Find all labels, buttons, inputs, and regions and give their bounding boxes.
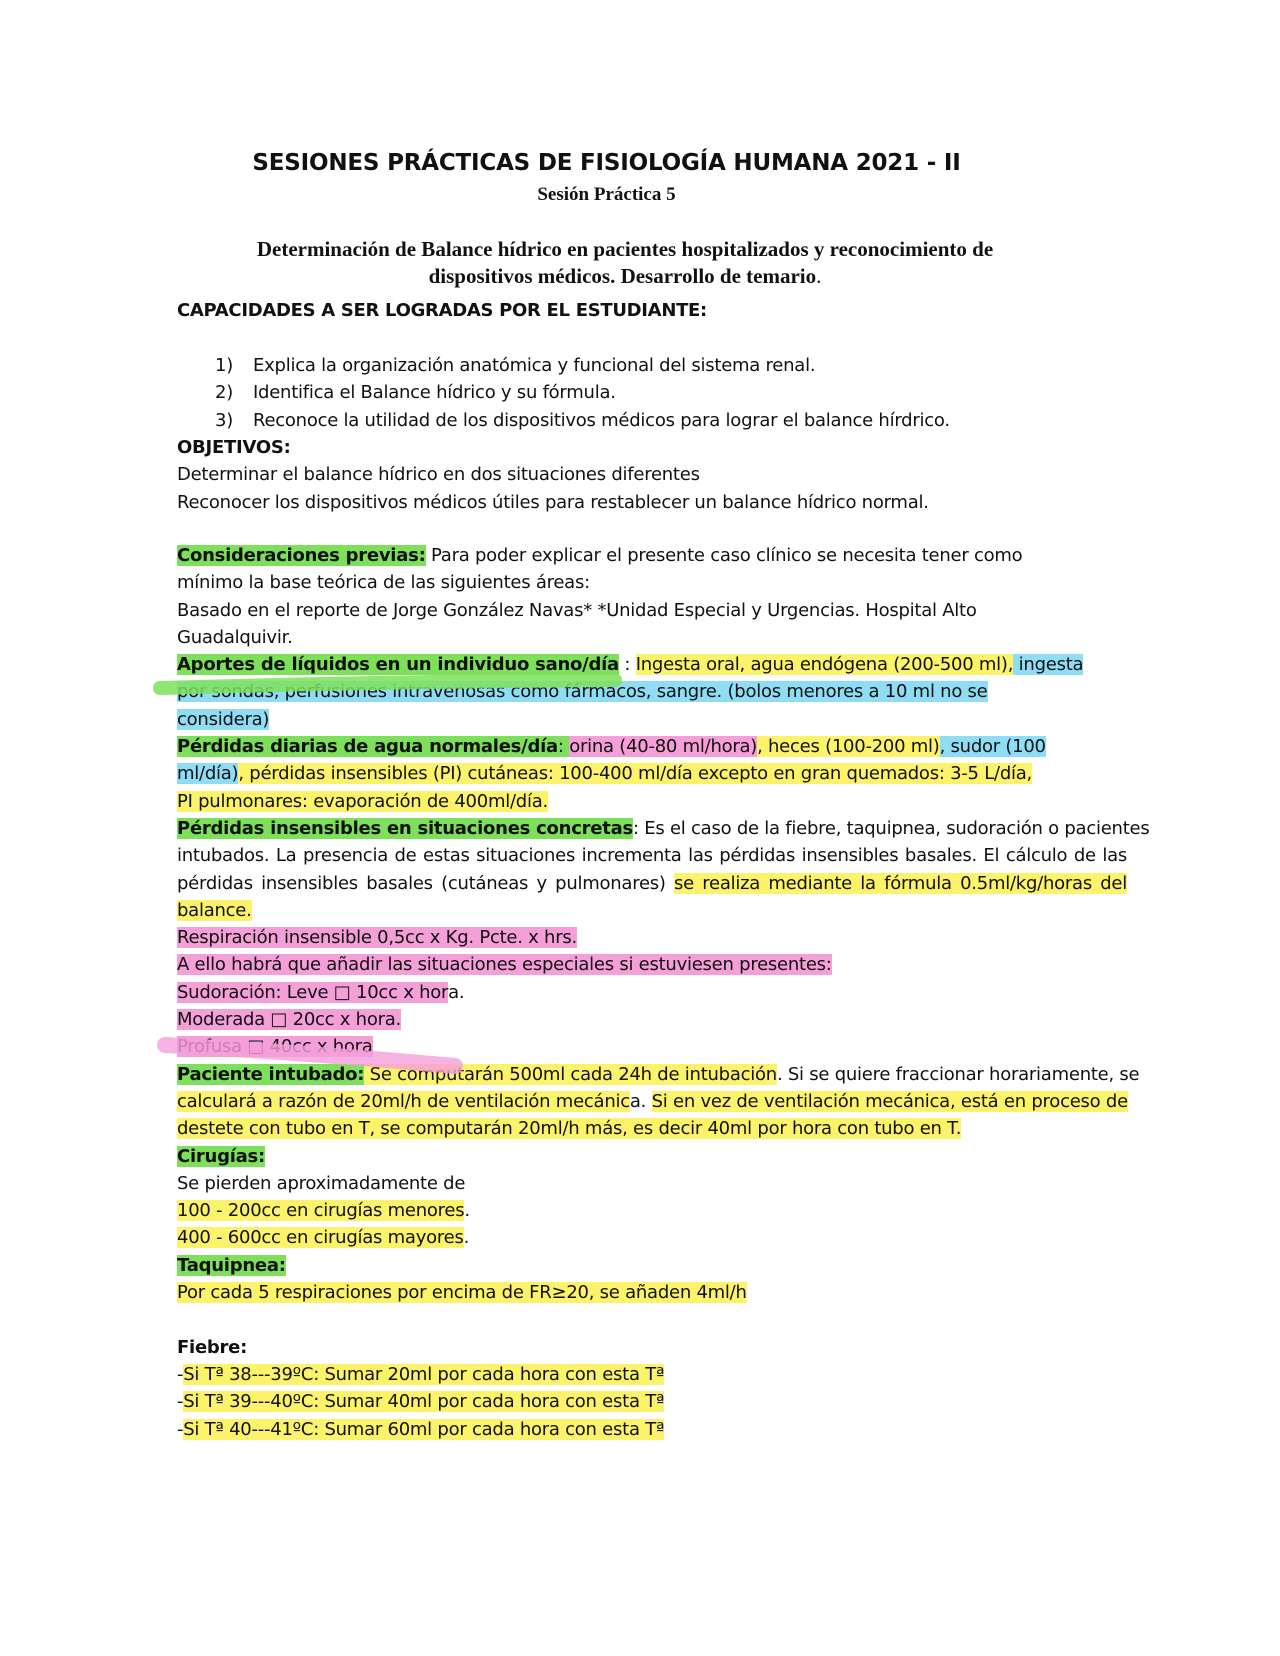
- fiebre-text: Si Tª 39---40ºC: Sumar 40ml por cada hora con esta Tª: [183, 1391, 665, 1413]
- fiebre-text: Si Tª 38---39ºC: S: [183, 1363, 336, 1385]
- fiebre-label: Fiebre:: [177, 1336, 248, 1358]
- taquipnea-label: Taquipnea:: [177, 1254, 286, 1276]
- perdidas-text: ml/día): [177, 763, 239, 785]
- insensibles-text: : Es el caso de la fiebre, taquipnea, sudoración o pacientes: [632, 817, 1150, 839]
- list-text: Explica la organización anatómica y funcional del sistema renal.: [253, 355, 816, 376]
- session-subtitle: Sesión Práctica 5: [537, 184, 676, 205]
- anadir-text: A ello habrá que añadir las situaciones especiales si estuviesen presentes:: [177, 954, 832, 976]
- intubado-text: . Si se quiere fraccionar horariamente, se: [776, 1063, 1140, 1085]
- cirugias-text: Se pierden aproximadamente de: [177, 1172, 466, 1194]
- insensibles-formula: se realiza mediante la fórmula 0.5ml/kg/horas del: [674, 872, 1127, 894]
- fiebre-row: [177, 1416, 1177, 1443]
- sudoracion-leve-end: a.: [448, 981, 465, 1003]
- document-title-dot: .: [816, 264, 822, 288]
- document-title: [220, 236, 1030, 290]
- consideraciones-text: Para poder explicar el presente caso clínico se necesita tener como: [425, 545, 1023, 566]
- aportes-text: ingesta: [1013, 654, 1084, 676]
- consideraciones-text: Guadalquivir.: [177, 626, 293, 648]
- fiebre-row: [177, 1388, 1177, 1415]
- list-number: 2): [215, 382, 233, 404]
- aportes-text: considera): [177, 708, 270, 730]
- intubado-text: calculará a razón de 20ml/h de ventilación mecánic: [177, 1090, 630, 1112]
- aportes-text: Ingesta oral, agua endógena (200-500 ml),: [635, 654, 1014, 676]
- consideraciones-text: Basado en el reporte de Jorge González Navas* *Unidad Especial y Urgencias. Hospital Alto: [177, 599, 977, 621]
- fiebre-text: umar 20ml por cada hora con esta Tª: [335, 1363, 665, 1385]
- objetivo-line: Reconocer los dispositivos médicos útiles para restablecer un balance hídrico normal.: [177, 491, 929, 513]
- list-item: [215, 407, 950, 434]
- aportes-sep: :: [618, 654, 636, 676]
- perdidas-text: , pérdidas insensibles (PI) cutáneas: 100-400 ml/día excepto en gran quemados: 3-5 L/día,: [238, 763, 1032, 785]
- intubado-label: Paciente intubado:: [177, 1063, 365, 1085]
- list-text: Identifica el Balance hídrico y su fórmula.: [253, 382, 616, 404]
- perdidas-text: PI pulmonares: evaporación de 400ml/día.: [177, 790, 548, 812]
- list-number: 3): [215, 409, 233, 431]
- insensibles-label: Pérdidas insensibles en situaciones concretas: [177, 817, 633, 839]
- document-title-line-2: dispositivos médicos. Desarrollo de temario: [428, 264, 817, 288]
- aportes-text: por sondas, perfusiones intravenosas como fármacos, sangre. (bolos menores a 10 ml no se: [177, 681, 988, 703]
- insensibles-text: intubados. La presencia de estas situaciones incrementa las pérdidas insensibles basales. El cálculo de las: [177, 845, 1127, 867]
- list-number: 1): [215, 355, 233, 376]
- cirugias-dot: .: [463, 1227, 470, 1249]
- cirugias-label: Cirugías:: [177, 1145, 265, 1167]
- perdidas-text: , sudor (100: [939, 736, 1046, 758]
- perdidas-label: Pérdidas diarias de agua normales/día: [177, 736, 558, 758]
- perdidas-text: , heces (100-200 ml): [757, 736, 940, 758]
- intubado-text: Si en vez de ventilación mecánica, está en proceso de: [651, 1090, 1128, 1112]
- fiebre-row: [177, 1361, 1177, 1388]
- cirugias-mayores: 400 - 600cc en cirugías mayores: [177, 1227, 464, 1249]
- insensibles-formula: balance.: [177, 899, 252, 921]
- main-content: [177, 542, 1177, 1443]
- respiracion-text: Respiración insensible 0,5cc x Kg. Pcte. x hrs.: [177, 927, 577, 949]
- intubado-text: destete con tubo en T, se computarán 20ml/h más, es decir 40ml por hora con tubo en T.: [177, 1118, 962, 1140]
- objetivos-section: [177, 434, 1177, 516]
- document-title-line-1: Determinación de Balance hídrico en pacientes hospitalizados y reconocimiento de: [256, 237, 994, 261]
- taquipnea-text: Por cada 5 respiraciones por encima de FR≥20, se añaden 4ml/h: [177, 1282, 747, 1304]
- capacidades-heading: CAPACIDADES A SER LOGRADAS POR EL ESTUDIANTE:: [177, 300, 707, 321]
- consideraciones-text: mínimo la base teórica de las siguientes áreas:: [177, 572, 590, 594]
- fiebre-text: Si Tª 40---41ºC: Sumar 60ml por cada hora con esta Tª: [183, 1418, 665, 1440]
- fiebre-dash: -: [177, 1391, 184, 1413]
- sudoracion-profusa: Profusa □ 40cc x hora: [177, 1036, 373, 1058]
- capacidades-list: [215, 352, 950, 434]
- sudoracion-moderada-end: a.: [384, 1009, 402, 1031]
- cirugias-dot: .: [464, 1200, 470, 1222]
- fiebre-dash: -: [177, 1418, 184, 1440]
- sudoracion-leve: Sudoración: Leve □ 10cc x hor: [177, 981, 449, 1003]
- aportes-label: Aportes de líquidos en un individuo sano/día: [177, 654, 619, 676]
- perdidas-text: orina (40-80 ml/hora): [569, 736, 758, 758]
- sudoracion-moderada: Moderada □ 20cc x hor: [177, 1009, 385, 1031]
- perdidas-colon: :: [557, 736, 570, 758]
- consideraciones-label: Consideraciones previas:: [177, 545, 426, 566]
- cirugias-menores: 100 - 200cc en cirugías menores: [177, 1200, 465, 1222]
- page-title: SESIONES PRÁCTICAS DE FISIOLOGÍA HUMANA 2021 - II: [252, 150, 961, 176]
- list-item: [215, 379, 950, 406]
- list-item: [215, 352, 950, 379]
- objetivo-line: Determinar el balance hídrico en dos situaciones diferentes: [177, 464, 700, 486]
- list-text: Reconoce la utilidad de los dispositivos médicos para lograr el balance hírdrico.: [253, 409, 950, 431]
- fiebre-dash: -: [177, 1363, 184, 1385]
- insensibles-text: pérdidas insensibles basales (cutáneas y pulmonares): [177, 872, 674, 894]
- objetivos-heading: OBJETIVOS:: [177, 437, 291, 458]
- intubado-text: Se computarán 500ml cada 24h de intubación: [364, 1063, 777, 1085]
- intubado-text: a.: [629, 1090, 652, 1112]
